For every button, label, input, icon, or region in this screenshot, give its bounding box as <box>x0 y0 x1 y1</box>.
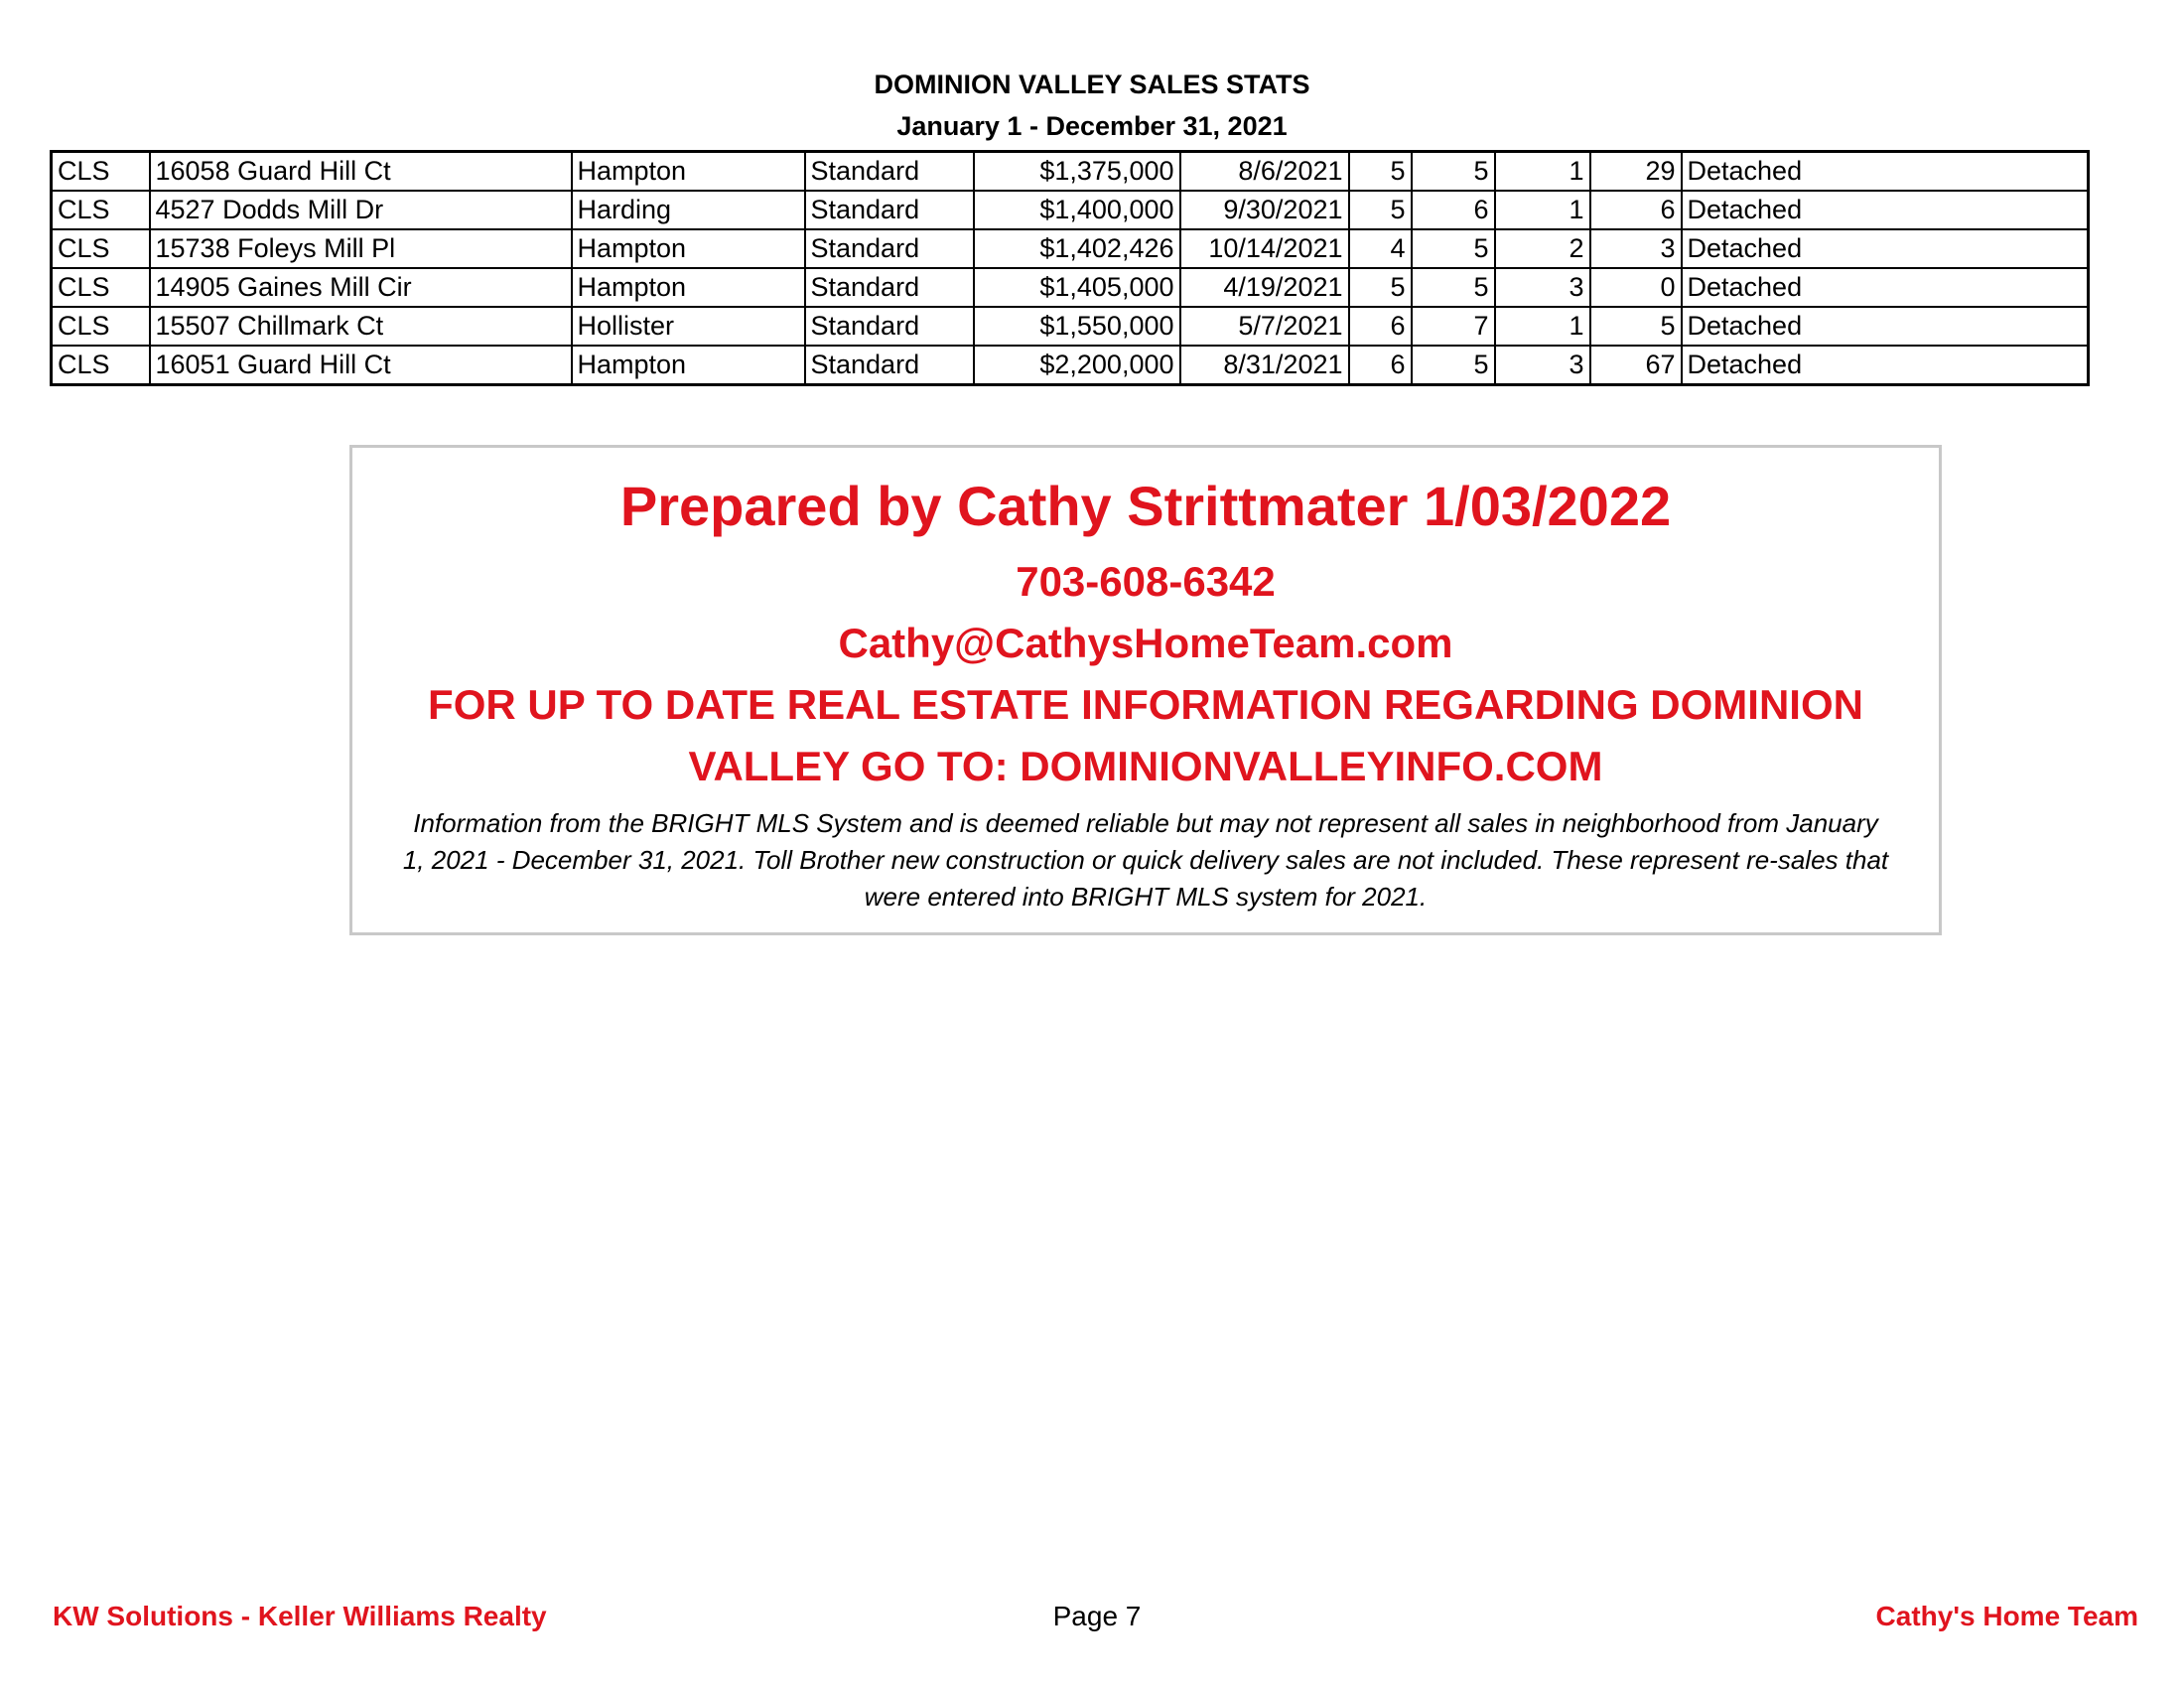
sale-type-cell: Standard <box>805 268 974 307</box>
close-date-cell: 4/19/2021 <box>1180 268 1349 307</box>
full-baths-cell: 7 <box>1412 307 1495 346</box>
address-cell: 16051 Guard Hill Ct <box>150 346 572 385</box>
days-on-market-cell: 5 <box>1590 307 1682 346</box>
footer-team-name: Cathy's Home Team <box>1875 1601 2138 1631</box>
full-baths-cell: 6 <box>1412 191 1495 229</box>
email-address: Cathy@CathysHomeTeam.com <box>838 620 1453 666</box>
sales-table-body <box>52 152 2089 385</box>
report-title: DOMINION VALLEY SALES STATS <box>874 70 1310 99</box>
report-header <box>0 64 2184 147</box>
status-cell: CLS <box>52 268 150 307</box>
table-row <box>52 152 2089 192</box>
full-baths-cell: 5 <box>1412 152 1495 192</box>
days-on-market-cell: 29 <box>1590 152 1682 192</box>
price-cell: $1,402,426 <box>974 229 1180 268</box>
model-cell: Hampton <box>572 268 805 307</box>
days-on-market-cell: 67 <box>1590 346 1682 385</box>
table-row <box>52 346 2089 385</box>
close-date-cell: 8/31/2021 <box>1180 346 1349 385</box>
sale-type-cell: Standard <box>805 307 974 346</box>
half-baths-cell: 3 <box>1495 268 1590 307</box>
structure-type-cell: Detached <box>1682 152 2089 192</box>
structure-type-cell: Detached <box>1682 268 2089 307</box>
price-cell: $1,400,000 <box>974 191 1180 229</box>
bedrooms-cell: 6 <box>1349 346 1412 385</box>
address-cell: 16058 Guard Hill Ct <box>150 152 572 192</box>
status-cell: CLS <box>52 229 150 268</box>
structure-type-cell: Detached <box>1682 307 2089 346</box>
structure-type-cell: Detached <box>1682 229 2089 268</box>
table-row <box>52 229 2089 268</box>
bedrooms-cell: 6 <box>1349 307 1412 346</box>
address-cell: 14905 Gaines Mill Cir <box>150 268 572 307</box>
footer-brokerage: KW Solutions - Keller Williams Realty <box>53 1601 547 1631</box>
sale-type-cell: Standard <box>805 229 974 268</box>
close-date-cell: 8/6/2021 <box>1180 152 1349 192</box>
status-cell: CLS <box>52 346 150 385</box>
price-cell: $2,200,000 <box>974 346 1180 385</box>
half-baths-cell: 3 <box>1495 346 1590 385</box>
report-date-range: January 1 - December 31, 2021 <box>896 111 1288 141</box>
full-baths-cell: 5 <box>1412 229 1495 268</box>
close-date-cell: 9/30/2021 <box>1180 191 1349 229</box>
half-baths-cell: 1 <box>1495 152 1590 192</box>
half-baths-cell: 1 <box>1495 307 1590 346</box>
footer-page-number: Page 7 <box>1052 1601 1142 1631</box>
table-row <box>52 191 2089 229</box>
model-cell: Hampton <box>572 229 805 268</box>
prepared-by-heading: Prepared by Cathy Strittmater 1/03/2022 <box>619 475 1672 537</box>
sale-type-cell: Standard <box>805 346 974 385</box>
data-disclaimer: Information from the BRIGHT MLS System and is deemed reliable but may not represent all sales in neighborhood from January 1, 2021 - December 31, 2021. Toll Brother new construction or quick delivery sales are not included. These represent re-sales that were entered into BRIGHT MLS system for 2021. <box>402 808 1889 912</box>
model-cell: Hampton <box>572 346 805 385</box>
table-row <box>52 307 2089 346</box>
address-cell: 4527 Dodds Mill Dr <box>150 191 572 229</box>
address-cell: 15507 Chillmark Ct <box>150 307 572 346</box>
price-cell: $1,405,000 <box>974 268 1180 307</box>
bedrooms-cell: 4 <box>1349 229 1412 268</box>
status-cell: CLS <box>52 307 150 346</box>
contact-info-box <box>349 445 1942 935</box>
status-cell: CLS <box>52 191 150 229</box>
close-date-cell: 10/14/2021 <box>1180 229 1349 268</box>
days-on-market-cell: 0 <box>1590 268 1682 307</box>
full-baths-cell: 5 <box>1412 346 1495 385</box>
bedrooms-cell: 5 <box>1349 191 1412 229</box>
sales-table <box>50 150 2090 386</box>
address-cell: 15738 Foleys Mill Pl <box>150 229 572 268</box>
structure-type-cell: Detached <box>1682 191 2089 229</box>
table-row <box>52 268 2089 307</box>
full-baths-cell: 5 <box>1412 268 1495 307</box>
bedrooms-cell: 5 <box>1349 152 1412 192</box>
model-cell: Harding <box>572 191 805 229</box>
days-on-market-cell: 3 <box>1590 229 1682 268</box>
website-promo: FOR UP TO DATE REAL ESTATE INFORMATION REGARDING DOMINION VALLEY GO TO: DOMINIONVALLEYINFO.COM <box>428 681 1863 789</box>
half-baths-cell: 2 <box>1495 229 1590 268</box>
days-on-market-cell: 6 <box>1590 191 1682 229</box>
status-cell: CLS <box>52 152 150 192</box>
structure-type-cell: Detached <box>1682 346 2089 385</box>
model-cell: Hollister <box>572 307 805 346</box>
model-cell: Hampton <box>572 152 805 192</box>
price-cell: $1,550,000 <box>974 307 1180 346</box>
sale-type-cell: Standard <box>805 152 974 192</box>
sale-type-cell: Standard <box>805 191 974 229</box>
half-baths-cell: 1 <box>1495 191 1590 229</box>
phone-number: 703-608-6342 <box>1016 558 1276 605</box>
close-date-cell: 5/7/2021 <box>1180 307 1349 346</box>
price-cell: $1,375,000 <box>974 152 1180 192</box>
bedrooms-cell: 5 <box>1349 268 1412 307</box>
